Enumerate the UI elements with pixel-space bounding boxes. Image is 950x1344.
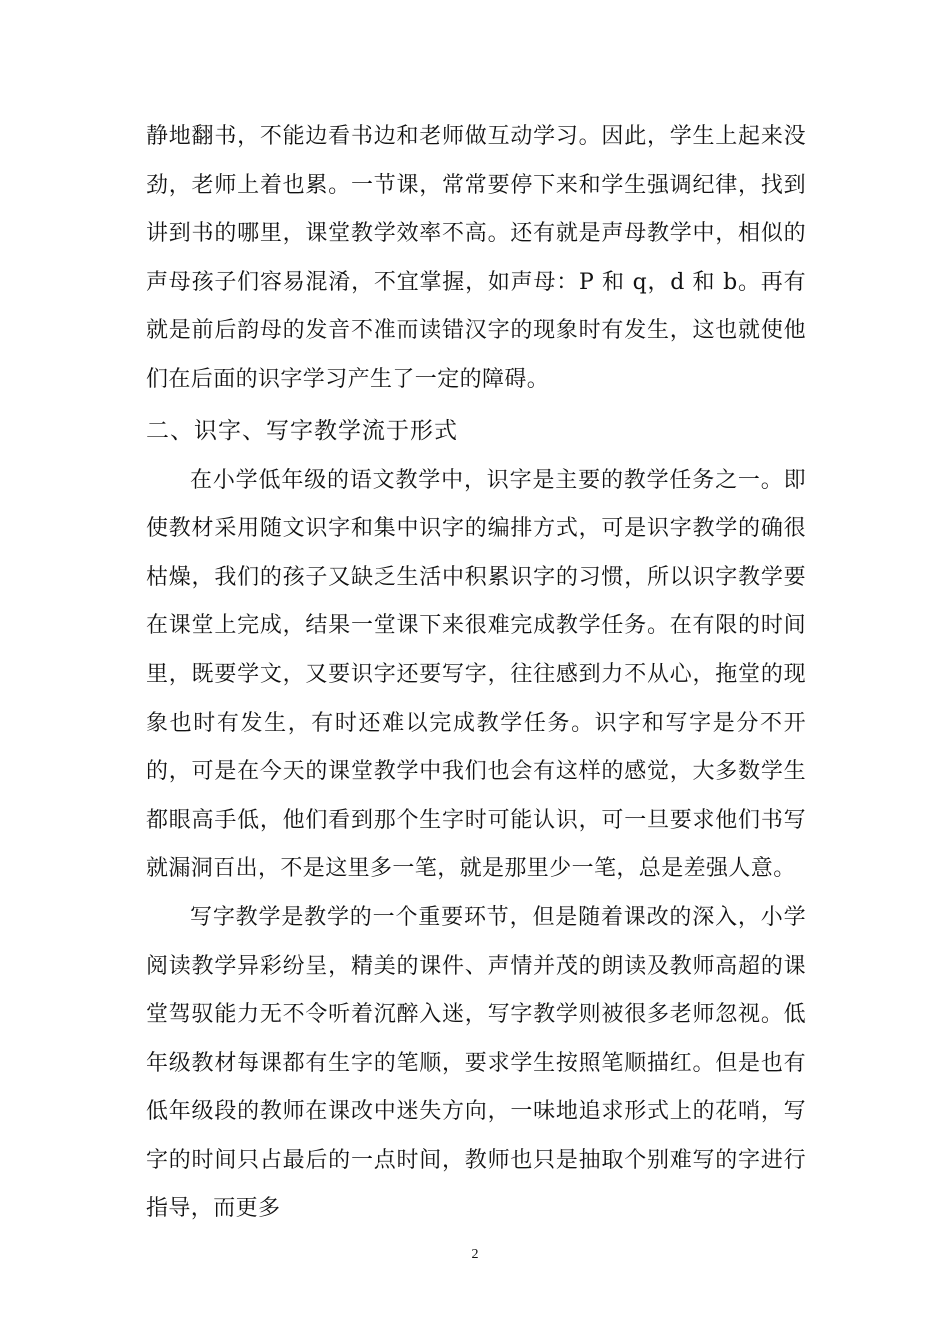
page-body bbox=[146, 113, 806, 1234]
section-heading: 二、识字、写字教学流于形式 bbox=[146, 417, 458, 444]
body-paragraph-2: 在小学低年级的语文教学中，识字是主要的教学任务之一。即使教材采用随文识字和集中识字的编排方式，可是识字教学的确很枯燥，我们的孩子又缺乏生活中积累识字的习惯，所以识字教学要在课堂上完成，结果一堂课下来很难完成教学任务。在有限的时间里，既要学文，又要识字还要写字，往往感到力不从心，拖堂的现象也时有发生，有时还难以完成教学任务。识字和写字是分不开的，可是在今天的课堂教学中我们也会有这样的感觉，大多数学生都眼高手低，他们看到那个生字时可能认识，可一旦要求他们书写就漏洞百出，不是这里多一笔，就是那里少一笔，总是差强人意。 bbox=[146, 467, 806, 882]
body-paragraph-3: 写字教学是教学的一个重要环节，但是随着课改的深入，小学阅读教学异彩纷呈，精美的课件、声情并茂的朗读及教师高超的课堂驾驭能力无不令听着沉醉入迷，写字教学则被很多老师忽视。低年级教材每课都有生字的笔顺，要求学生按照笔顺描红。但是也有低年级段的教师在课改中迷失方向，一味地追求形式上的花哨，写字的时间只占最后的一点时间，教师也只是抽取个别难写的字进行指导，而更多 bbox=[146, 904, 806, 1222]
page-number: 2 bbox=[471, 1247, 479, 1262]
body-paragraph-1: 静地翻书，不能边看书边和老师做互动学习。因此，学生上起来没劲，老师上着也累。一节课，常常要停下来和学生强调纪律，找到讲到书的哪里，课堂教学效率不高。还有就是声母教学中，相似的声母孩子们容易混淆，不宜掌握，如声母：P 和 q，d 和 b。再有就是前后韵母的发音不准而读错汉字的现象时有发生，这也就使他们在后面的识字学习产生了一定的障碍。 bbox=[146, 124, 806, 392]
